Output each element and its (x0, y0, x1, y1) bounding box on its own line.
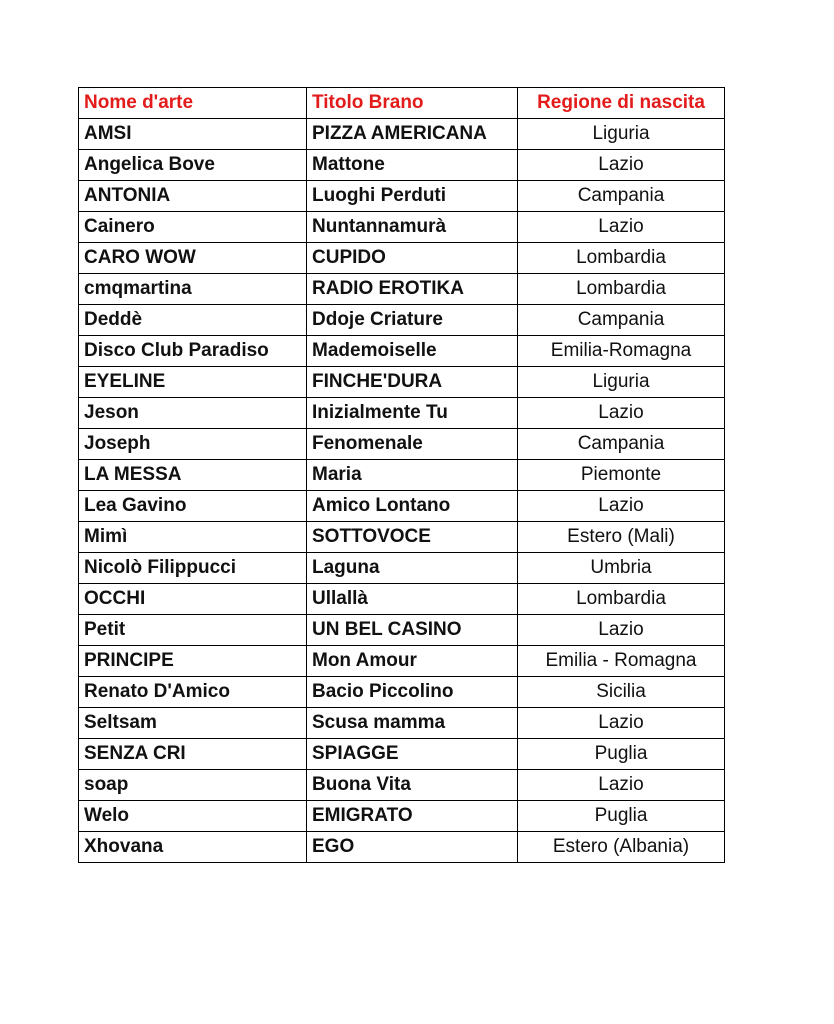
artist-name-cell: Seltsam (79, 708, 307, 739)
artist-name-cell: PRINCIPE (79, 646, 307, 677)
birth-region-cell: Emilia-Romagna (518, 336, 725, 367)
artist-name-cell: Jeson (79, 398, 307, 429)
header-titolo-brano: Titolo Brano (307, 88, 518, 119)
artist-name-cell: ANTONIA (79, 181, 307, 212)
song-title-cell: Scusa mamma (307, 708, 518, 739)
song-title-cell: RADIO EROTIKA (307, 274, 518, 305)
artist-name-cell: CARO WOW (79, 243, 307, 274)
song-title-cell: UN BEL CASINO (307, 615, 518, 646)
table-row (79, 491, 725, 522)
birth-region-cell: Campania (518, 429, 725, 460)
table-row (79, 770, 725, 801)
header-regione-di-nascita: Regione di nascita (518, 88, 725, 119)
song-title-cell: FINCHE'DURA (307, 367, 518, 398)
artist-name-cell: Lea Gavino (79, 491, 307, 522)
birth-region-cell: Lazio (518, 615, 725, 646)
artist-name-cell: Petit (79, 615, 307, 646)
song-title-cell: Amico Lontano (307, 491, 518, 522)
artist-name-cell: Mimì (79, 522, 307, 553)
birth-region-cell: Lazio (518, 708, 725, 739)
birth-region-cell: Lombardia (518, 243, 725, 274)
birth-region-cell: Lombardia (518, 274, 725, 305)
table-row (79, 522, 725, 553)
song-title-cell: CUPIDO (307, 243, 518, 274)
artist-name-cell: Disco Club Paradiso (79, 336, 307, 367)
artist-name-cell: LA MESSA (79, 460, 307, 491)
artist-name-cell: AMSI (79, 119, 307, 150)
song-title-cell: Mademoiselle (307, 336, 518, 367)
table-row (79, 801, 725, 832)
table-row (79, 553, 725, 584)
artist-name-cell: EYELINE (79, 367, 307, 398)
artist-name-cell: OCCHI (79, 584, 307, 615)
song-title-cell: EGO (307, 832, 518, 863)
birth-region-cell: Sicilia (518, 677, 725, 708)
song-title-cell: PIZZA AMERICANA (307, 119, 518, 150)
birth-region-cell: Lazio (518, 212, 725, 243)
table-row (79, 274, 725, 305)
table-row (79, 739, 725, 770)
song-title-cell: Maria (307, 460, 518, 491)
song-title-cell: Nuntannamurà (307, 212, 518, 243)
table-body (79, 119, 725, 863)
table-row (79, 429, 725, 460)
table-row (79, 150, 725, 181)
song-title-cell: Ddoje Criature (307, 305, 518, 336)
artist-name-cell: Welo (79, 801, 307, 832)
birth-region-cell: Lazio (518, 770, 725, 801)
birth-region-cell: Puglia (518, 739, 725, 770)
birth-region-cell: Lazio (518, 398, 725, 429)
table-row (79, 615, 725, 646)
table-row (79, 677, 725, 708)
table-header (79, 88, 725, 119)
table-row (79, 212, 725, 243)
birth-region-cell: Estero (Mali) (518, 522, 725, 553)
table-row (79, 460, 725, 491)
birth-region-cell: Lazio (518, 491, 725, 522)
song-title-cell: SPIAGGE (307, 739, 518, 770)
header-nome-darte: Nome d'arte (79, 88, 307, 119)
table-row (79, 584, 725, 615)
song-title-cell: Laguna (307, 553, 518, 584)
song-title-cell: Buona Vita (307, 770, 518, 801)
artist-name-cell: cmqmartina (79, 274, 307, 305)
artist-name-cell: Cainero (79, 212, 307, 243)
song-title-cell: Luoghi Perduti (307, 181, 518, 212)
song-title-cell: SOTTOVOCE (307, 522, 518, 553)
birth-region-cell: Liguria (518, 367, 725, 398)
artist-name-cell: Nicolò Filippucci (79, 553, 307, 584)
artist-name-cell: Renato D'Amico (79, 677, 307, 708)
table-row (79, 305, 725, 336)
birth-region-cell: Umbria (518, 553, 725, 584)
song-title-cell: Ullallà (307, 584, 518, 615)
birth-region-cell: Campania (518, 305, 725, 336)
table-row (79, 708, 725, 739)
birth-region-cell: Piemonte (518, 460, 725, 491)
artist-name-cell: Deddè (79, 305, 307, 336)
birth-region-cell: Liguria (518, 119, 725, 150)
song-title-cell: Inizialmente Tu (307, 398, 518, 429)
table-row (79, 336, 725, 367)
artist-name-cell: Xhovana (79, 832, 307, 863)
artist-name-cell: Angelica Bove (79, 150, 307, 181)
table-row (79, 181, 725, 212)
birth-region-cell: Lazio (518, 150, 725, 181)
table-row (79, 832, 725, 863)
header-row (79, 88, 725, 119)
birth-region-cell: Campania (518, 181, 725, 212)
song-title-cell: Fenomenale (307, 429, 518, 460)
birth-region-cell: Estero (Albania) (518, 832, 725, 863)
table-row (79, 367, 725, 398)
table-row (79, 646, 725, 677)
birth-region-cell: Lombardia (518, 584, 725, 615)
table-row (79, 119, 725, 150)
song-title-cell: Mattone (307, 150, 518, 181)
song-title-cell: Mon Amour (307, 646, 518, 677)
artist-name-cell: Joseph (79, 429, 307, 460)
artist-name-cell: SENZA CRI (79, 739, 307, 770)
birth-region-cell: Emilia - Romagna (518, 646, 725, 677)
birth-region-cell: Puglia (518, 801, 725, 832)
artist-name-cell: soap (79, 770, 307, 801)
artists-table (78, 87, 725, 863)
song-title-cell: EMIGRATO (307, 801, 518, 832)
table-row (79, 243, 725, 274)
song-title-cell: Bacio Piccolino (307, 677, 518, 708)
table-row (79, 398, 725, 429)
